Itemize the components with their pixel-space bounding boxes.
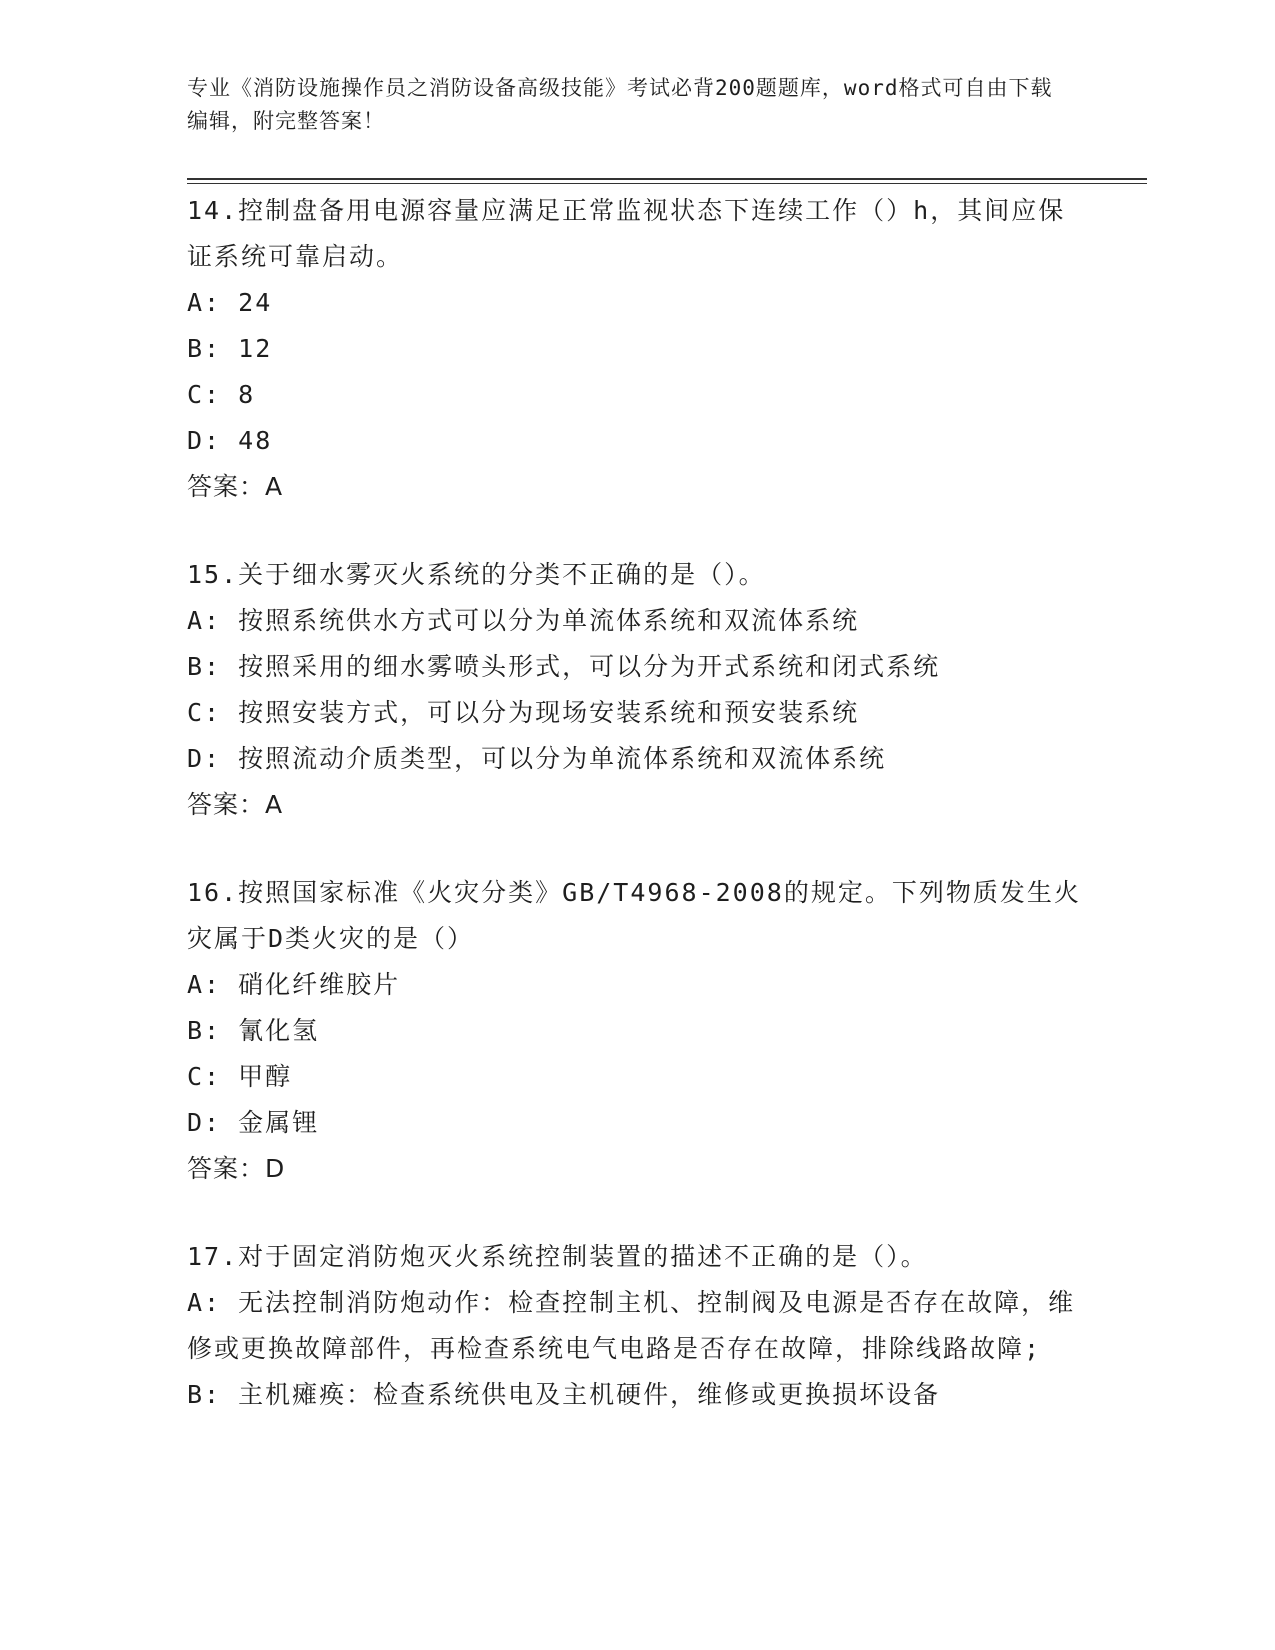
header-divider-thick	[187, 178, 1147, 180]
document-header: 专业《消防设施操作员之消防设备高级技能》考试必背200题题库，word格式可自由下载编辑，附完整答案！	[187, 76, 1053, 133]
option-d: D: 48	[187, 426, 273, 455]
option-b: B: 按照采用的细水雾喷头形式，可以分为开式系统和闭式系统	[187, 652, 941, 681]
option-d: D: 按照流动介质类型，可以分为单流体系统和双流体系统	[187, 744, 887, 773]
question-stem: 16.按照国家标准《火灾分类》GB/T4968-2008的规定。下列物质发生火灾属于D类火灾的是（）	[187, 878, 1081, 953]
question-stem: 17.对于固定消防炮灭火系统控制装置的描述不正确的是（）。	[187, 1242, 928, 1271]
question-17	[187, 1234, 1087, 1418]
answer-line: 答案：A	[187, 790, 284, 819]
option-b: B: 主机瘫痪：检查系统供电及主机硬件，维修或更换损坏设备	[187, 1380, 941, 1409]
question-16	[187, 870, 1087, 1192]
option-b: B: 12	[187, 334, 273, 363]
question-14	[187, 188, 1087, 510]
option-a: A: 24	[187, 288, 273, 317]
option-a: A: 无法控制消防炮动作：检查控制主机、控制阀及电源是否存在故障，维修或更换故障部件，再检查系统电气电路是否存在故障，排除线路故障;	[187, 1288, 1076, 1363]
option-c: C: 甲醇	[187, 1062, 293, 1091]
question-stem: 15.关于细水雾灭火系统的分类不正确的是（）。	[187, 560, 766, 589]
option-d: D: 金属锂	[187, 1108, 320, 1137]
option-c: C: 8	[187, 380, 256, 409]
answer-line: 答案：A	[187, 472, 284, 501]
option-c: C: 按照安装方式，可以分为现场安装系统和预安装系统	[187, 698, 860, 727]
question-15	[187, 552, 1087, 828]
option-a: A: 按照系统供水方式可以分为单流体系统和双流体系统	[187, 606, 860, 635]
answer-line: 答案：D	[187, 1154, 286, 1183]
question-list	[187, 188, 1087, 1460]
option-b: B: 氰化氢	[187, 1016, 320, 1045]
question-stem: 14.控制盘备用电源容量应满足正常监视状态下连续工作（）h，其间应保证系统可靠启动。	[187, 196, 1066, 271]
option-a: A: 硝化纤维胶片	[187, 970, 401, 999]
header-divider-thin	[187, 183, 1147, 184]
